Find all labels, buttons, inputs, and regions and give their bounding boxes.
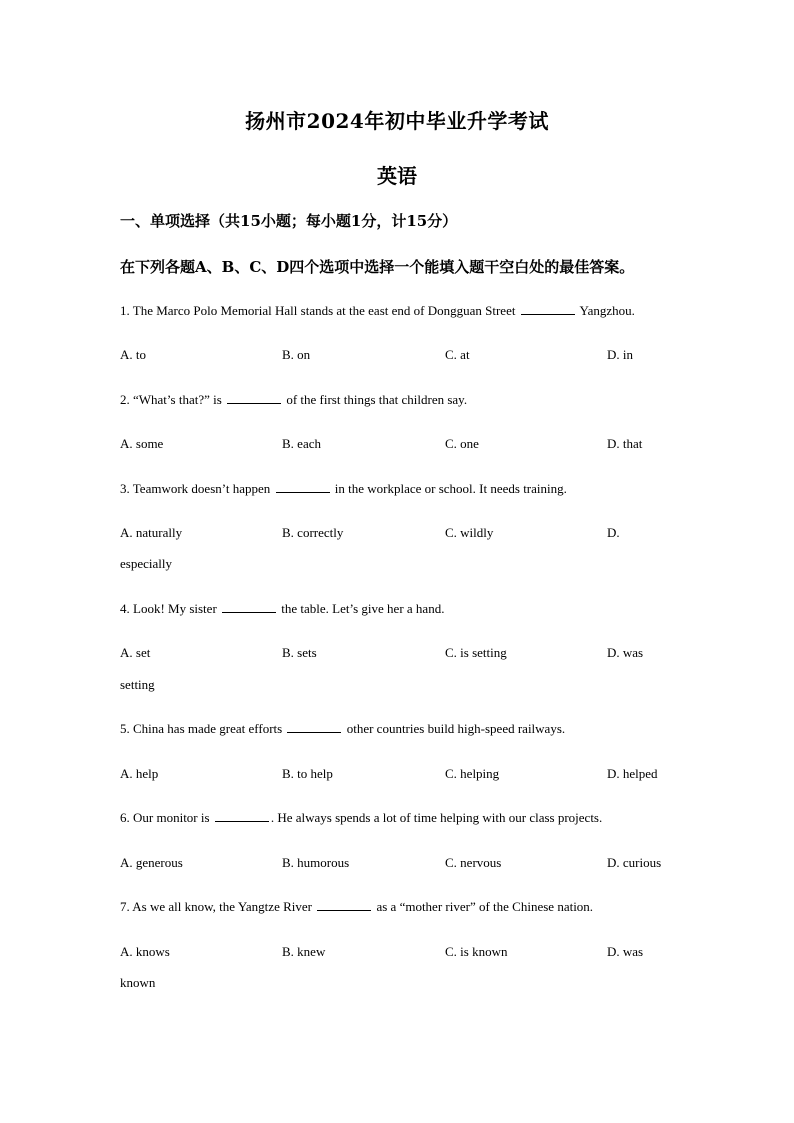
option-c: C. is known: [445, 944, 508, 959]
question-stem-after: the table. Let’s give her a hand.: [281, 601, 445, 616]
answer-blank: [287, 731, 341, 733]
option-d-continued: known: [120, 975, 156, 990]
option-c: C. is setting: [445, 645, 507, 660]
option-b: B. on: [282, 347, 311, 362]
option-a: A. set: [120, 645, 151, 660]
question-1: [120, 303, 680, 319]
option-b: B. correctly: [282, 525, 344, 540]
option-a: A. naturally: [120, 525, 183, 540]
option-a: A. generous: [120, 855, 183, 870]
question-stem-after: as a “mother river” of the Chinese nation.: [376, 899, 594, 914]
option-d: D. curious: [607, 855, 662, 870]
option-a: A. knows: [120, 944, 170, 959]
option-b: B. knew: [282, 944, 326, 959]
option-c: C. wildly: [445, 525, 494, 540]
question-stem-after: Yangzhou.: [579, 303, 635, 318]
question-stem-before: 5. China has made great efforts: [120, 721, 283, 736]
question-6: [120, 810, 680, 826]
question-stem-after: other countries build high-speed railways.: [346, 721, 566, 736]
answer-blank: [222, 611, 276, 613]
question-stem-after: . He always spends a lot of time helping with our class projects.: [270, 810, 603, 825]
question-stem-after: in the workplace or school. It needs training.: [334, 481, 567, 496]
option-d-continued: setting: [120, 677, 155, 692]
option-b: B. to help: [282, 766, 333, 781]
option-d: D. helped: [607, 766, 658, 781]
answer-blank: [227, 402, 281, 404]
option-a: A. to: [120, 347, 146, 362]
option-d: D. in: [607, 347, 633, 362]
subject-title: 英语: [377, 164, 417, 188]
section-heading: 一、单项选择（共15小题；每小题1分，计15分）: [120, 212, 458, 230]
question-7: [120, 899, 680, 915]
option-d: D. was: [607, 944, 644, 959]
option-d: D. that: [607, 436, 643, 451]
option-b: B. humorous: [282, 855, 350, 870]
option-c: C. nervous: [445, 855, 502, 870]
section-instruction: 在下列各题A、B、C、D四个选项中选择一个能填入题干空白处的最佳答案。: [120, 258, 635, 276]
question-stem-before: 7. As we all know, the Yangtze River: [120, 899, 312, 914]
option-b: B. sets: [282, 645, 317, 660]
answer-blank: [276, 491, 330, 493]
question-stem-before: 4. Look! My sister: [120, 601, 217, 616]
option-c: C. helping: [445, 766, 500, 781]
option-a: A. help: [120, 766, 159, 781]
option-b: B. each: [282, 436, 321, 451]
answer-blank: [215, 820, 269, 822]
option-c: C. one: [445, 436, 479, 451]
question-5: [120, 721, 680, 737]
question-3: [120, 481, 680, 497]
answer-blank: [317, 909, 371, 911]
answer-blank: [521, 313, 575, 315]
option-d-continued: especially: [120, 556, 172, 571]
question-stem-before: 1. The Marco Polo Memorial Hall stands at the east end of Dongguan Street: [120, 303, 516, 318]
question-stem-after: of the first things that children say.: [286, 392, 468, 407]
question-stem-before: 2. “What’s that?” is: [120, 392, 222, 407]
option-d: D.: [607, 525, 620, 540]
question-4: [120, 601, 680, 617]
question-stem-before: 6. Our monitor is: [120, 810, 210, 825]
page-title: 扬州市2024年初中毕业升学考试: [245, 109, 549, 133]
option-c: C. at: [445, 347, 470, 362]
option-a: A. some: [120, 436, 164, 451]
question-stem-before: 3. Teamwork doesn’t happen: [120, 481, 271, 496]
option-d: D. was: [607, 645, 644, 660]
question-2: [120, 392, 680, 408]
